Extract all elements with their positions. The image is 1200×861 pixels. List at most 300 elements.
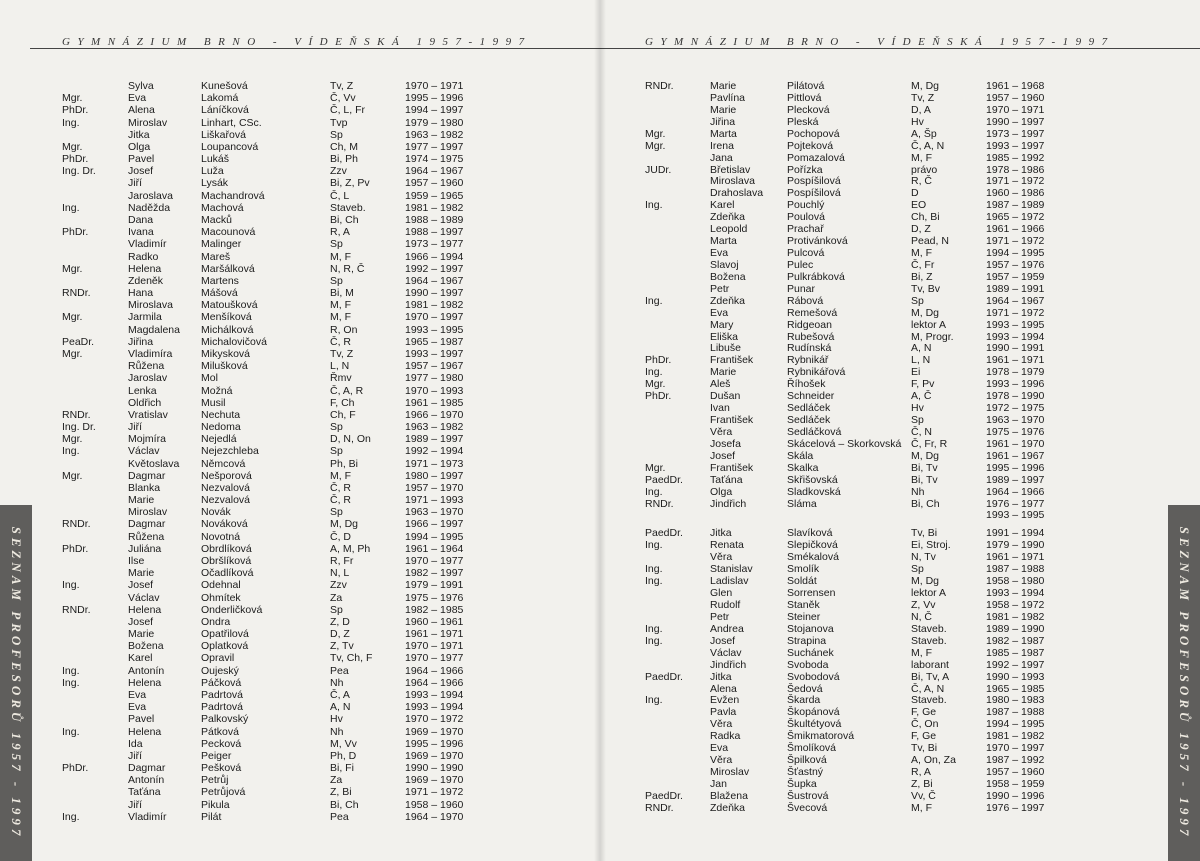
years-taught: 1974 – 1975: [405, 153, 464, 166]
table-row: [0, 811, 600, 823]
first-name: Věra: [710, 551, 733, 564]
academic-title: Mgr.: [645, 127, 666, 140]
subjects: Pea: [330, 810, 349, 823]
surname: Machandrová: [201, 189, 265, 202]
subjects: M, Vv: [330, 737, 357, 750]
first-name: Jaroslava: [128, 189, 173, 202]
subjects: Sp: [330, 274, 343, 287]
table-row: [0, 701, 600, 713]
table-row: [600, 575, 1200, 587]
subjects: Staveb.: [911, 622, 947, 635]
first-name: Taťána: [128, 786, 161, 799]
years-taught: 1960 – 1961: [405, 615, 464, 628]
surname: Pittlová: [787, 91, 822, 104]
subjects: D, A: [911, 103, 931, 116]
surname: Skácelová – Skorkovská: [787, 437, 902, 450]
table-row: [0, 786, 600, 798]
years-taught: 1957 – 1960: [405, 177, 464, 190]
first-name: Evžen: [710, 694, 740, 707]
table-row: [0, 117, 600, 129]
first-name: Jindřich: [710, 658, 747, 671]
first-name: Eva: [710, 742, 729, 755]
years-taught: 1971 – 1972: [405, 786, 464, 799]
table-row: [600, 790, 1200, 802]
first-name: Marta: [710, 127, 737, 140]
subjects: EO: [911, 199, 927, 212]
subjects: Č, A, N: [911, 139, 945, 152]
academic-title: Ing.: [645, 563, 663, 576]
table-row: [600, 450, 1200, 462]
years-taught: 1980 – 1997: [405, 469, 464, 482]
years-taught: 1993 – 1994: [986, 587, 1045, 600]
years-taught: 1993 – 1994: [405, 689, 464, 701]
years-taught: 1961 – 1971: [986, 354, 1045, 367]
years-taught: 1993 – 1995: [986, 509, 1045, 522]
first-name: Eva: [710, 306, 729, 319]
first-name: František: [710, 414, 754, 427]
first-name: Václav: [710, 646, 742, 659]
table-row: [0, 677, 600, 689]
surname: Nejezchleba: [201, 445, 259, 458]
years-taught: 1975 – 1976: [986, 425, 1045, 438]
years-taught: 1973 – 1997: [986, 127, 1045, 140]
first-name: Pavlína: [710, 91, 746, 104]
surname: Smolík: [787, 563, 820, 576]
subjects: F, Ge: [911, 730, 937, 743]
years-taught: 1963 – 1982: [405, 421, 464, 434]
table-row: [600, 187, 1200, 199]
years-taught: 1970 – 1971: [986, 103, 1045, 116]
side-tab: [0, 505, 32, 861]
surname: Skalka: [787, 461, 819, 474]
first-name: Olga: [128, 140, 151, 153]
surname: Malinger: [201, 238, 242, 251]
subjects: L, N: [330, 360, 350, 373]
academic-title: Ing.: [62, 725, 80, 738]
surname: Rubešová: [787, 330, 835, 343]
subjects: Sp: [911, 294, 924, 307]
academic-title: RNDr.: [645, 801, 674, 814]
years-taught: 1971 – 1972: [986, 235, 1045, 248]
years-taught: 1961 – 1968: [986, 80, 1045, 92]
first-name: Radko: [128, 250, 159, 263]
header-rule: [600, 48, 1200, 49]
first-name: Vladimír: [128, 810, 167, 823]
years-taught: 1964 – 1966: [405, 664, 464, 677]
surname: Sedláčková: [787, 425, 842, 438]
subjects: R, On: [330, 323, 358, 336]
subjects: N, L: [330, 567, 350, 580]
first-name: Petr: [710, 282, 730, 295]
first-name: Magdalena: [128, 323, 180, 336]
years-taught: 1961 – 1971: [405, 628, 464, 641]
subjects: Tv, Z: [330, 347, 354, 360]
surname: Pecková: [201, 737, 242, 750]
surname: Liškařová: [201, 128, 246, 141]
first-name: Marie: [710, 103, 737, 116]
first-name: Jitka: [710, 527, 732, 540]
surname: Staněk: [787, 598, 820, 611]
first-name: Andrea: [710, 622, 744, 635]
subjects: Bi, Ch: [330, 798, 359, 811]
surname: Stojanova: [787, 622, 834, 635]
table-row: [600, 331, 1200, 343]
subjects: M, F: [330, 299, 351, 312]
surname: Šustrová: [787, 789, 829, 802]
years-taught: 1988 – 1989: [405, 213, 464, 226]
surname: Soldát: [787, 575, 817, 588]
first-name: Marta: [710, 235, 737, 248]
subjects: D, N, On: [330, 433, 371, 446]
first-name: Růžena: [128, 530, 165, 543]
years-taught: 1981 – 1982: [986, 610, 1045, 623]
table-row: [600, 175, 1200, 187]
years-taught: 1970 – 1993: [405, 384, 464, 397]
table-row: [0, 421, 600, 433]
surname: Pulcová: [787, 247, 825, 260]
subjects: M, F: [330, 469, 351, 482]
academic-title: Mgr.: [62, 347, 83, 360]
years-taught: 1987 – 1988: [986, 706, 1045, 719]
surname: Petrůjová: [201, 786, 246, 799]
academic-title: Mgr.: [62, 311, 83, 324]
academic-title: Ing. Dr.: [62, 165, 96, 178]
years-taught: 1992 – 1994: [405, 445, 464, 458]
surname: Slavíková: [787, 527, 833, 540]
first-name: Marie: [128, 628, 155, 641]
first-name: Zdeňka: [710, 211, 746, 224]
subjects: Č, R: [330, 481, 351, 494]
subjects: lektor A: [911, 587, 947, 600]
table-row: [600, 223, 1200, 235]
first-name: Rudolf: [710, 598, 741, 611]
surname: Mareš: [201, 250, 231, 263]
table-row: [0, 311, 600, 323]
subjects: Sp: [330, 445, 343, 458]
years-taught: 1990 – 1996: [986, 789, 1045, 802]
table-row: [600, 438, 1200, 450]
surname: Nováková: [201, 518, 248, 531]
side-tab: [1168, 505, 1200, 861]
first-name: Eva: [710, 247, 729, 260]
table-row: [600, 611, 1200, 623]
years-taught: 1957 – 1960: [986, 91, 1045, 104]
surname: Musil: [201, 396, 226, 409]
table-row: [600, 247, 1200, 259]
surname: Šmikmatorová: [787, 730, 855, 743]
years-taught: 1971 – 1973: [405, 457, 464, 470]
surname: Pešková: [201, 762, 242, 775]
subjects: laborant: [911, 658, 949, 671]
surname: Nezvalová: [201, 494, 251, 507]
first-name: Antonín: [128, 664, 165, 677]
academic-title: Ing.: [62, 676, 80, 689]
table-row: [0, 153, 600, 165]
first-name: Blanka: [128, 481, 161, 494]
first-name: Pavel: [128, 153, 155, 166]
surname: Pochopová: [787, 127, 840, 140]
surname: Onderličková: [201, 603, 263, 616]
years-taught: 1978 – 1986: [986, 163, 1045, 176]
subjects: Ch, M: [330, 140, 359, 153]
academic-title: Ing.: [62, 201, 80, 214]
years-taught: 1970 – 1972: [405, 713, 464, 726]
years-taught: 1957 – 1959: [986, 270, 1045, 283]
table-row: [600, 694, 1200, 706]
subjects: Sp: [911, 414, 924, 427]
first-name: Zdeňka: [710, 801, 746, 814]
subjects: M, Progr.: [911, 330, 954, 343]
surname: Možná: [201, 384, 233, 397]
table-row: [0, 190, 600, 202]
years-taught: 1989 – 1997: [986, 473, 1045, 486]
table-row: [0, 531, 600, 543]
surname: Menšíková: [201, 311, 252, 324]
first-name: Vratislav: [128, 408, 168, 421]
years-taught: 1976 – 1977: [986, 497, 1045, 510]
surname: Macků: [201, 213, 232, 226]
years-taught: 1957 – 1967: [405, 360, 464, 373]
academic-title: Mgr.: [62, 433, 83, 446]
table-row: [600, 635, 1200, 647]
subjects: Č, R: [330, 335, 351, 348]
table-row: [0, 494, 600, 506]
first-name: Ladislav: [710, 575, 749, 588]
first-name: Alena: [128, 104, 155, 117]
subjects: Za: [330, 774, 343, 787]
table-row: [0, 177, 600, 189]
table-row: [0, 555, 600, 567]
academic-title: PhDr.: [62, 542, 89, 555]
surname: Sedláček: [787, 414, 831, 427]
subjects: Hv: [330, 713, 343, 726]
first-name: Jiří: [128, 421, 142, 434]
first-name: Ivana: [128, 226, 154, 239]
surname: Maršálková: [201, 262, 255, 275]
subjects: M, F: [911, 247, 932, 260]
subjects: A, Šp: [911, 127, 937, 140]
subjects: L, N: [911, 354, 931, 367]
first-name: Jiřina: [710, 115, 736, 128]
years-taught: 1994 – 1995: [986, 247, 1045, 260]
subjects: Z, Bi: [911, 777, 933, 790]
subjects: Staveb.: [330, 201, 366, 214]
first-name: Jindřich: [710, 497, 747, 510]
surname: Nešporová: [201, 469, 252, 482]
table-row: [600, 766, 1200, 778]
surname: Pulkrábková: [787, 270, 845, 283]
table-row: [0, 251, 600, 263]
first-name: Eva: [128, 92, 147, 105]
years-taught: 1978 – 1990: [986, 390, 1045, 403]
subjects: Z, D: [330, 615, 350, 628]
surname: Padrtová: [201, 689, 244, 701]
first-name: Taťána: [710, 473, 743, 486]
surname: Svobodová: [787, 670, 840, 683]
table-row: [600, 104, 1200, 116]
years-taught: 1989 – 1990: [986, 622, 1045, 635]
years-taught: 1981 – 1982: [405, 299, 464, 312]
subjects: Z, Vv: [911, 598, 936, 611]
table-row: [600, 551, 1200, 563]
years-taught: 1969 – 1970: [405, 774, 464, 787]
academic-title: PeaDr.: [62, 335, 95, 348]
years-taught: 1979 – 1990: [986, 539, 1045, 552]
table-row: [0, 640, 600, 652]
table-row: [0, 713, 600, 725]
surname: Škultétyová: [787, 718, 842, 731]
years-taught: 1993 – 1995: [986, 318, 1045, 331]
surname: Ohmítek: [201, 591, 241, 604]
subjects: D, Z: [330, 628, 350, 641]
years-taught: 1957 – 1976: [986, 258, 1045, 271]
years-taught: 1960 – 1986: [986, 187, 1045, 200]
subjects: Bi, Fi: [330, 762, 354, 775]
first-name: Jitka: [710, 670, 732, 683]
subjects: Z, Bi: [330, 786, 352, 799]
surname: Prachař: [787, 223, 824, 236]
first-name: Marie: [128, 494, 155, 507]
first-name: Vladimír: [128, 238, 167, 251]
academic-title: Ing.: [645, 485, 663, 498]
surname: Petrůj: [201, 774, 229, 787]
table-row: [0, 518, 600, 530]
table-row: [600, 474, 1200, 486]
first-name: Václav: [128, 591, 160, 604]
table-row: [0, 616, 600, 628]
surname: Obrdlíková: [201, 542, 252, 555]
years-taught: 1958 – 1972: [986, 598, 1045, 611]
table-row: [0, 433, 600, 445]
first-name: Věra: [710, 425, 733, 438]
surname: Schneider: [787, 390, 835, 403]
surname: Pulec: [787, 258, 814, 271]
subjects: Sp: [911, 563, 924, 576]
subjects: M, Dg: [911, 306, 940, 319]
years-taught: 1958 – 1960: [405, 798, 464, 811]
years-taught: 1972 – 1975: [986, 402, 1045, 415]
first-name: Antonín: [128, 774, 165, 787]
subjects: Ch, Bi: [911, 211, 940, 224]
surname: Obršlíková: [201, 555, 252, 568]
first-name: Drahoslava: [710, 187, 764, 200]
years-taught: 1961 – 1966: [986, 223, 1045, 236]
surname: Nedoma: [201, 421, 241, 434]
table-row: [0, 774, 600, 786]
table-row: [600, 706, 1200, 718]
academic-title: RNDr.: [645, 497, 674, 510]
surname: Rábová: [787, 294, 824, 307]
table-row: [0, 689, 600, 701]
first-name: Karel: [128, 652, 153, 665]
first-name: Eva: [128, 701, 147, 714]
years-taught: 1990 – 1990: [405, 762, 464, 775]
first-name: Leopold: [710, 223, 748, 236]
table-row: [0, 360, 600, 372]
years-taught: 1982 – 1987: [986, 634, 1045, 647]
surname: Němcová: [201, 457, 246, 470]
academic-title: PaedDr.: [645, 789, 683, 802]
table-row: [600, 462, 1200, 474]
table-row: [0, 92, 600, 104]
subjects: Ei, Stroj.: [911, 539, 951, 552]
surname: Remešová: [787, 306, 838, 319]
first-name: Slavoj: [710, 258, 739, 271]
table-row: [0, 287, 600, 299]
table-row: [600, 486, 1200, 498]
years-taught: 1963 – 1970: [986, 414, 1045, 427]
years-taught: 1987 – 1988: [986, 563, 1045, 576]
academic-title: Ing. Dr.: [62, 421, 96, 434]
first-name: Hana: [128, 287, 154, 300]
table-row: [600, 128, 1200, 140]
years-taught: 1966 – 1970: [405, 408, 464, 421]
surname: Punar: [787, 282, 816, 295]
first-name: Marie: [710, 366, 737, 379]
subjects: Tvp: [330, 116, 348, 129]
years-taught: 1970 – 1977: [405, 555, 464, 568]
years-taught: 1991 – 1994: [986, 527, 1045, 540]
surname: Odehnal: [201, 579, 241, 592]
first-name: Eliška: [710, 330, 739, 343]
surname: Opatřilová: [201, 628, 249, 641]
subjects: Vv, Č: [911, 789, 936, 802]
years-taught: 1987 – 1992: [986, 754, 1045, 767]
surname: Nechuta: [201, 408, 241, 421]
subjects: Tv, Z: [330, 80, 354, 92]
subjects: Bi, Z: [911, 270, 933, 283]
table-row: [600, 778, 1200, 790]
table-row: [600, 259, 1200, 271]
first-name: Josef: [128, 615, 154, 628]
years-taught: 1964 – 1970: [405, 810, 464, 823]
first-name: Libuše: [710, 342, 741, 355]
surname: Očadlíková: [201, 567, 254, 580]
table-row: [600, 587, 1200, 599]
years-taught: 1995 – 1996: [405, 92, 464, 105]
academic-title: RNDr.: [62, 518, 91, 531]
years-taught: 1971 – 1972: [986, 175, 1045, 188]
years-taught: 1982 – 1985: [405, 603, 464, 616]
subjects: Sp: [330, 506, 343, 519]
years-taught: 1966 – 1994: [405, 250, 464, 263]
table-row: [0, 80, 600, 92]
years-taught: 1987 – 1989: [986, 199, 1045, 212]
surname: Milušková: [201, 360, 248, 373]
table-row: [600, 527, 1200, 539]
surname: Pospíšilová: [787, 187, 841, 200]
years-taught: 1964 – 1967: [405, 274, 464, 287]
subjects: A, On, Za: [911, 754, 956, 767]
surname: Mol: [201, 372, 218, 385]
first-name: Jana: [710, 151, 733, 164]
surname: Loupancová: [201, 140, 259, 153]
subjects: Tv, Bi: [911, 527, 938, 540]
years-taught: 1958 – 1980: [986, 575, 1045, 588]
table-row: [600, 671, 1200, 683]
table-row: [600, 140, 1200, 152]
table-row: [0, 214, 600, 226]
years-taught: 1993 – 1997: [986, 139, 1045, 152]
table-row: [0, 165, 600, 177]
academic-title: Ing.: [62, 579, 80, 592]
table-row: [600, 116, 1200, 128]
table-row: [600, 426, 1200, 438]
first-name: Jaroslav: [128, 372, 168, 385]
first-name: Jiří: [128, 798, 142, 811]
years-taught: 1993 – 1994: [405, 701, 464, 714]
table-row: [0, 263, 600, 275]
